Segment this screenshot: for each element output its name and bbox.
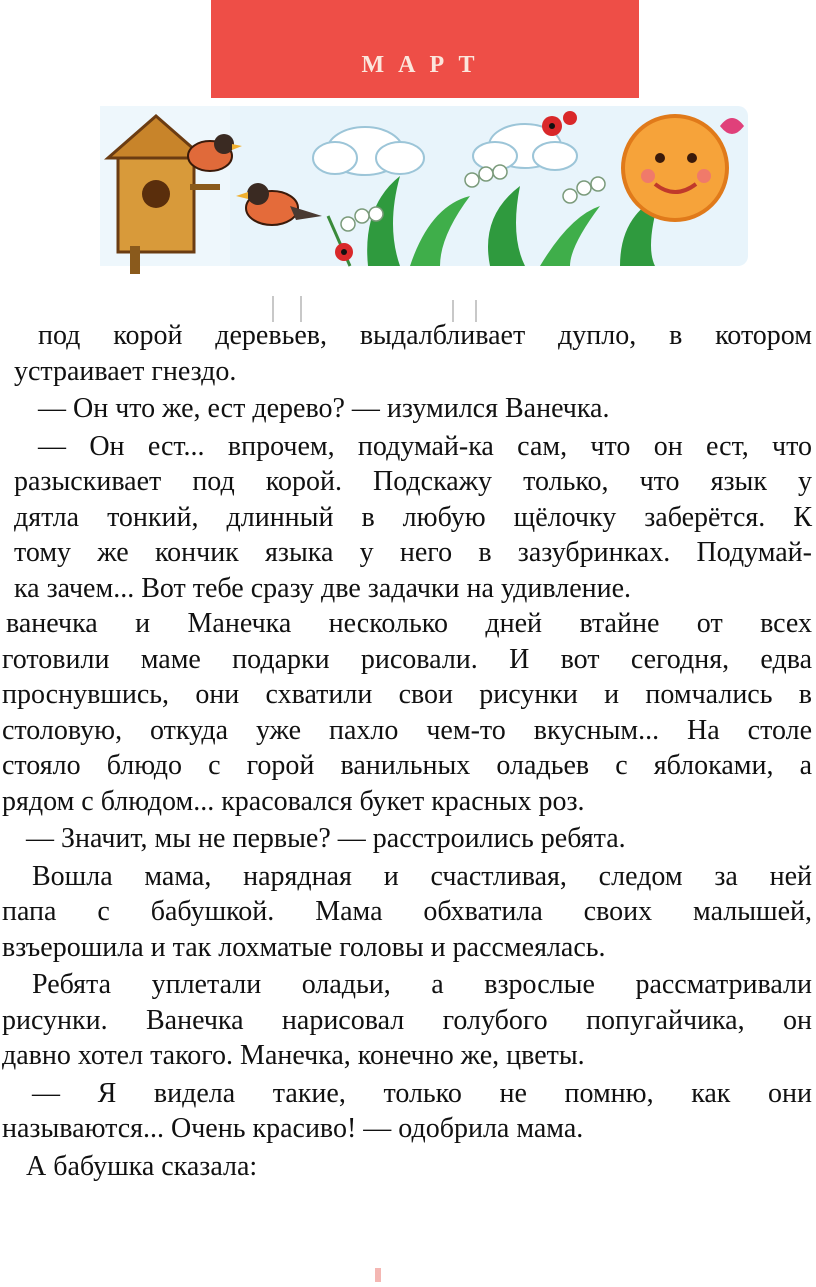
text-line: давно хотел такого. Манечка, конечно же, цветы. bbox=[2, 1040, 585, 1071]
paragraph bbox=[0, 821, 816, 857]
spring-banner bbox=[100, 96, 748, 274]
text-line: папа с бабушкой. Мама обхватила своих малышей, bbox=[2, 896, 812, 927]
text-line: — Он что же, ест дерево? — изумился Ванечка. bbox=[38, 393, 610, 424]
text-line: дятла тонкий, длинный в любую щёлочку заберётся. К bbox=[14, 501, 812, 533]
paragraph bbox=[0, 606, 816, 819]
story-text bbox=[0, 318, 816, 1184]
text-line: готовили маме подарки рисовали. И вот сегодня, едва bbox=[2, 643, 812, 675]
text-line: взъерошила и так лохматые головы и рассмеялась. bbox=[2, 931, 606, 963]
text-line: Вошла мама, нарядная и счастливая, следом за ней bbox=[32, 860, 812, 892]
text-line: рядом с блюдом... красовался букет красных роз. bbox=[2, 785, 585, 817]
text-line: тому же кончик языка у него в зазубринках. Подумай- bbox=[14, 537, 812, 568]
paragraph bbox=[0, 967, 816, 1074]
text-line: проснувшись, они схватили свои рисунки и помчались в bbox=[2, 679, 812, 710]
text-line: столовую, откуда уже пахло чем-то вкусным... На столе bbox=[2, 714, 812, 746]
text-line: ка зачем... Вот тебе сразу две задачки на удивление. bbox=[14, 572, 632, 604]
header-band bbox=[211, 0, 639, 98]
paragraph bbox=[0, 1149, 816, 1185]
text-line: называются... Очень красиво! — одобрила мама. bbox=[2, 1113, 584, 1144]
text-line: — Значит, мы не первые? — расстроились ребята. bbox=[26, 823, 626, 854]
paragraph bbox=[0, 391, 816, 427]
text-line: А бабушка сказала: bbox=[26, 1150, 258, 1182]
text-line: рисунки. Ванечка нарисовал голубого попугайчика, он bbox=[2, 1004, 812, 1036]
text-line: стояло блюдо с горой ванильных оладьев с яблоками, а bbox=[2, 750, 812, 781]
text-line: устраивает гнездо. bbox=[14, 355, 237, 387]
page-mark bbox=[375, 1268, 381, 1282]
paragraph bbox=[0, 429, 816, 607]
text-line: Ребята уплетали оладьи, а взрослые рассматривали bbox=[32, 969, 812, 1000]
month-title: МАРТ bbox=[361, 52, 489, 78]
paragraph bbox=[0, 318, 816, 389]
text-line: — Он ест... впрочем, подумай-ка сам, что он ест, что bbox=[38, 430, 812, 462]
paragraph bbox=[0, 1076, 816, 1147]
paragraph bbox=[0, 859, 816, 966]
text-line: разыскивает под корой. Подскажу только, что язык у bbox=[14, 466, 812, 497]
text-line: под корой деревьев, выдалбливает дупло, в котором bbox=[38, 320, 812, 351]
text-line: ванечка и Манечка несколько дней втайне от всех bbox=[6, 608, 812, 639]
text-line: — Я видела такие, только не помню, как они bbox=[32, 1077, 812, 1109]
